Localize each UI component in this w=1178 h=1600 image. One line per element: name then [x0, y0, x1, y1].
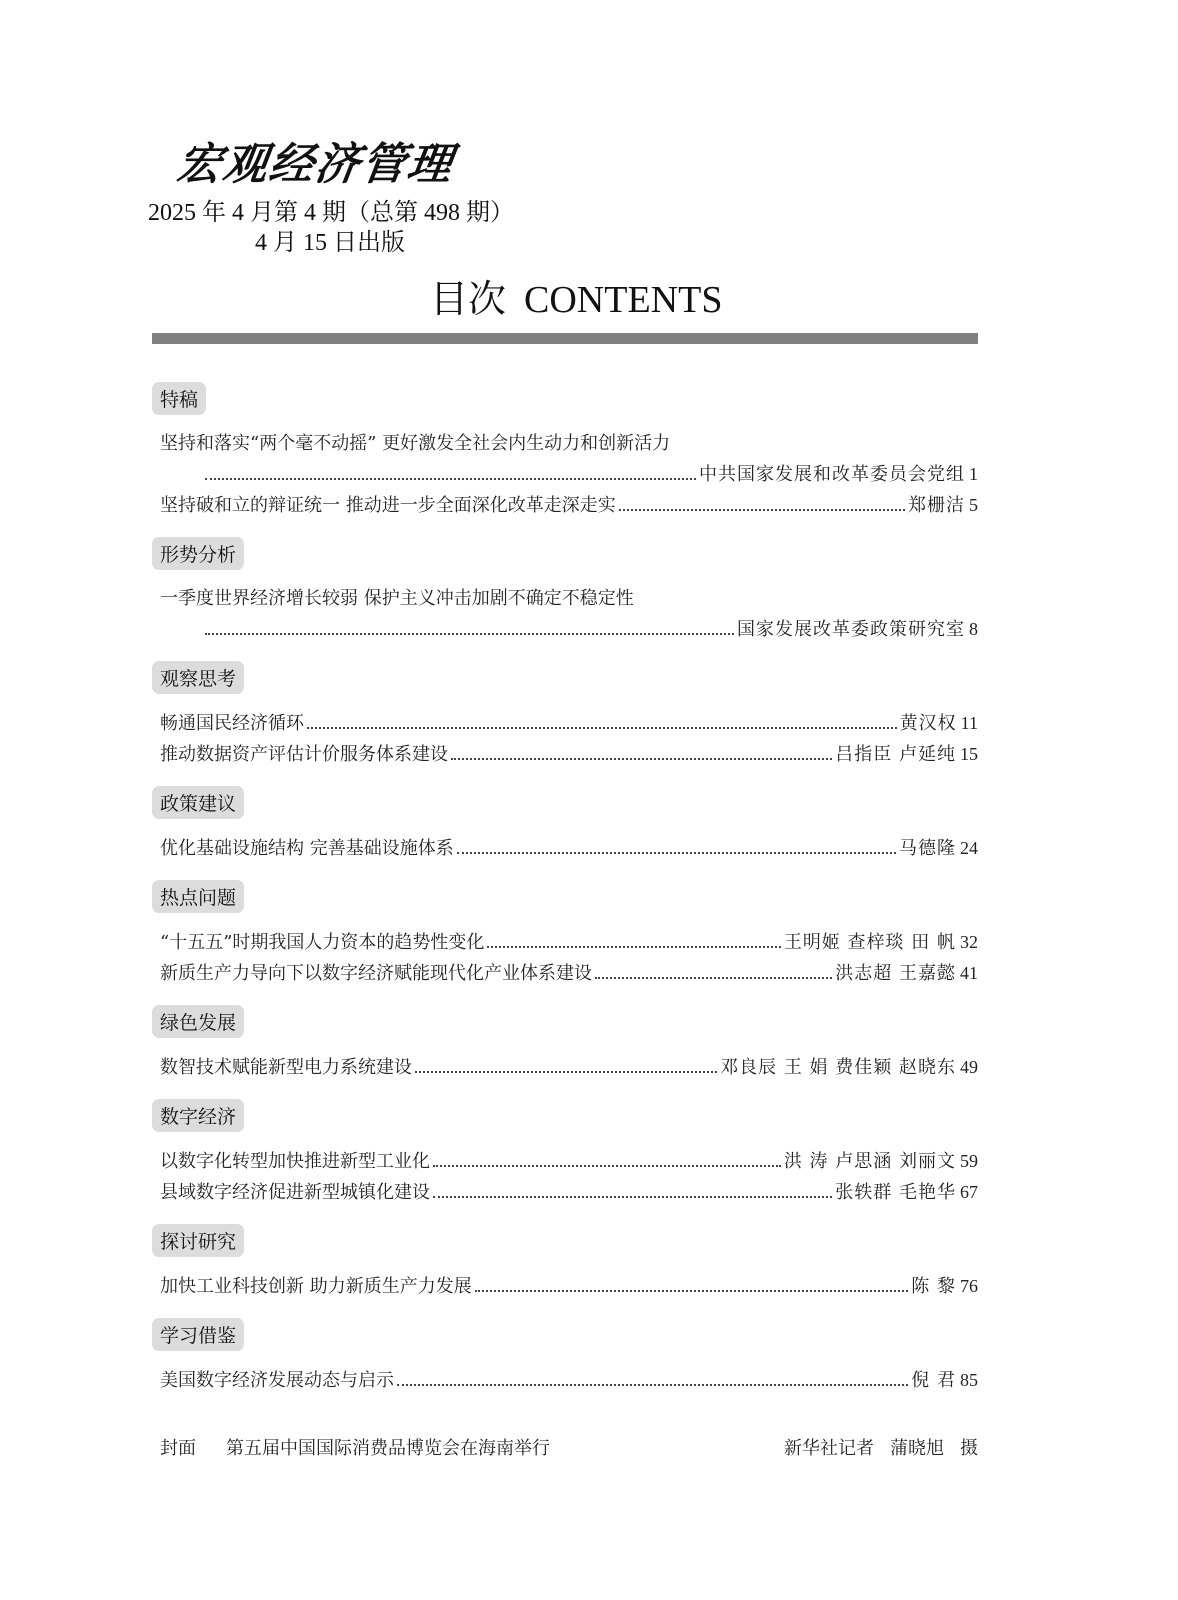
- toc-section: [152, 661, 978, 770]
- toc-section: [152, 537, 978, 645]
- dot-leader: [433, 1196, 832, 1198]
- entry-author: 邓良辰 王 娟 费佳颖 赵晓东: [720, 1057, 956, 1078]
- entry-title: 加快工业科技创新 助力新质生产力发展: [160, 1276, 472, 1297]
- entry-title: 坚持和落实“两个毫不动摇” 更好激发全社会内生动力和创新活力: [160, 433, 671, 454]
- entry-title: 县域数字经济促进新型城镇化建设: [160, 1182, 430, 1203]
- section-tag: 政策建议: [152, 786, 244, 819]
- entry-title: 坚持破和立的辩证统一 推动进一步全面深化改革走深走实: [160, 495, 616, 516]
- section-tag: 数字经济: [152, 1099, 244, 1132]
- entry-author: 马德隆: [899, 838, 956, 859]
- toc-section: [152, 1005, 978, 1083]
- toc-entry[interactable]: [152, 1271, 978, 1302]
- entry-author: 张轶群 毛艳华: [835, 1182, 956, 1203]
- cover-label: 封面: [160, 1438, 196, 1459]
- toc-entry[interactable]: [152, 958, 978, 989]
- contents-heading-cn: 目次: [430, 279, 507, 321]
- entry-page: 76: [960, 1276, 978, 1296]
- contents-heading-en: CONTENTS: [524, 279, 723, 321]
- dot-leader: [619, 509, 905, 511]
- toc-section: [152, 786, 978, 864]
- entry-author: 黄汉权: [899, 713, 957, 734]
- dot-leader: [487, 946, 780, 948]
- toc-entry[interactable]: [152, 1177, 978, 1208]
- entry-page: 11: [960, 713, 978, 733]
- entry-author: 洪 涛 卢思涵 刘丽文: [783, 1151, 956, 1172]
- credit-suffix: 摄: [960, 1438, 978, 1459]
- toc-entry[interactable]: [152, 1052, 978, 1083]
- entry-author: 倪 君: [911, 1370, 956, 1391]
- entry-page: 1: [969, 464, 978, 484]
- entry-author: 吕指臣 卢延纯: [835, 744, 956, 765]
- entry-author: 王明姬 查梓琰 田 帆: [783, 932, 956, 953]
- contents-heading: [430, 268, 722, 323]
- entry-title: 美国数字经济发展动态与启示: [160, 1370, 394, 1391]
- entry-page: 85: [960, 1370, 978, 1390]
- journal-title-logo: 宏观经济管理: [173, 139, 457, 190]
- section-tag: 形势分析: [152, 537, 244, 570]
- publish-date: 4 月 15 日出版: [255, 230, 405, 256]
- heading-rule: [152, 333, 978, 344]
- entry-title: 新质生产力导向下以数字经济赋能现代化产业体系建设: [160, 963, 592, 984]
- entry-title: 优化基础设施结构 完善基础设施体系: [160, 838, 454, 859]
- toc-entry[interactable]: [152, 490, 978, 521]
- entry-page: 15: [960, 744, 978, 764]
- cover-caption: 第五届中国国际消费品博览会在海南举行: [226, 1438, 550, 1459]
- toc-section: [152, 1224, 978, 1302]
- entry-title: 数智技术赋能新型电力系统建设: [160, 1057, 412, 1078]
- toc-entry[interactable]: [152, 833, 978, 864]
- credit-org: 新华社记者: [784, 1438, 874, 1459]
- entry-title: “十五五”时期我国人力资本的趋势性变化: [160, 932, 485, 953]
- entry-title: 推动数据资产评估计价服务体系建设: [160, 744, 448, 765]
- dot-leader: [433, 1165, 781, 1167]
- section-tag: 绿色发展: [152, 1005, 244, 1038]
- dot-leader: [307, 727, 897, 729]
- credit-name: 蒲晓旭: [890, 1438, 944, 1459]
- entry-author: 郑栅洁: [908, 495, 965, 516]
- entry-title: 一季度世界经济增长较弱 保护主义冲击加剧不确定不稳定性: [160, 588, 634, 609]
- toc-section: [152, 1318, 978, 1396]
- dot-leader: [205, 633, 734, 635]
- toc-entry[interactable]: [152, 739, 978, 770]
- entry-author: 陈 黎: [911, 1276, 956, 1297]
- cover-credit: [160, 1434, 978, 1460]
- entry-page: 8: [969, 619, 978, 639]
- entry-author: 洪志超 王嘉懿: [835, 963, 956, 984]
- dot-leader: [451, 758, 832, 760]
- entry-page: 5: [969, 495, 978, 515]
- section-tag: 观察思考: [152, 661, 244, 694]
- photo-credit: [768, 1434, 978, 1460]
- toc-section: [152, 1099, 978, 1208]
- toc-section: [152, 382, 978, 521]
- entry-title: 畅通国民经济循环: [160, 713, 304, 734]
- entry-page: 67: [960, 1182, 978, 1202]
- section-tag: 学习借鉴: [152, 1318, 244, 1351]
- toc-entry[interactable]: [152, 1146, 978, 1177]
- issue-info: 2025 年 4 月第 4 期（总第 498 期）: [148, 200, 514, 226]
- section-tag: 特稿: [152, 382, 206, 415]
- toc-entry[interactable]: [152, 429, 978, 490]
- dot-leader: [397, 1384, 908, 1386]
- table-of-contents: [152, 382, 978, 1412]
- entry-page: 49: [960, 1057, 978, 1077]
- entry-title: 以数字化转型加快推进新型工业化: [160, 1151, 430, 1172]
- entry-page: 41: [960, 963, 978, 983]
- toc-entry[interactable]: [152, 708, 978, 739]
- dot-leader: [205, 478, 696, 480]
- section-tag: 热点问题: [152, 880, 244, 913]
- entry-page: 59: [960, 1151, 978, 1171]
- toc-entry[interactable]: [152, 1365, 978, 1396]
- dot-leader: [595, 977, 832, 979]
- entry-page: 32: [960, 932, 978, 952]
- toc-entry[interactable]: [152, 584, 978, 645]
- section-tag: 探讨研究: [152, 1224, 244, 1257]
- entry-author: 国家发展改革委政策研究室: [737, 619, 965, 640]
- dot-leader: [475, 1290, 909, 1292]
- entry-author: 中共国家发展和改革委员会党组: [699, 464, 965, 485]
- toc-section: [152, 880, 978, 989]
- toc-entry[interactable]: [152, 927, 978, 958]
- entry-page: 24: [960, 838, 978, 858]
- dot-leader: [457, 852, 896, 854]
- dot-leader: [415, 1071, 717, 1073]
